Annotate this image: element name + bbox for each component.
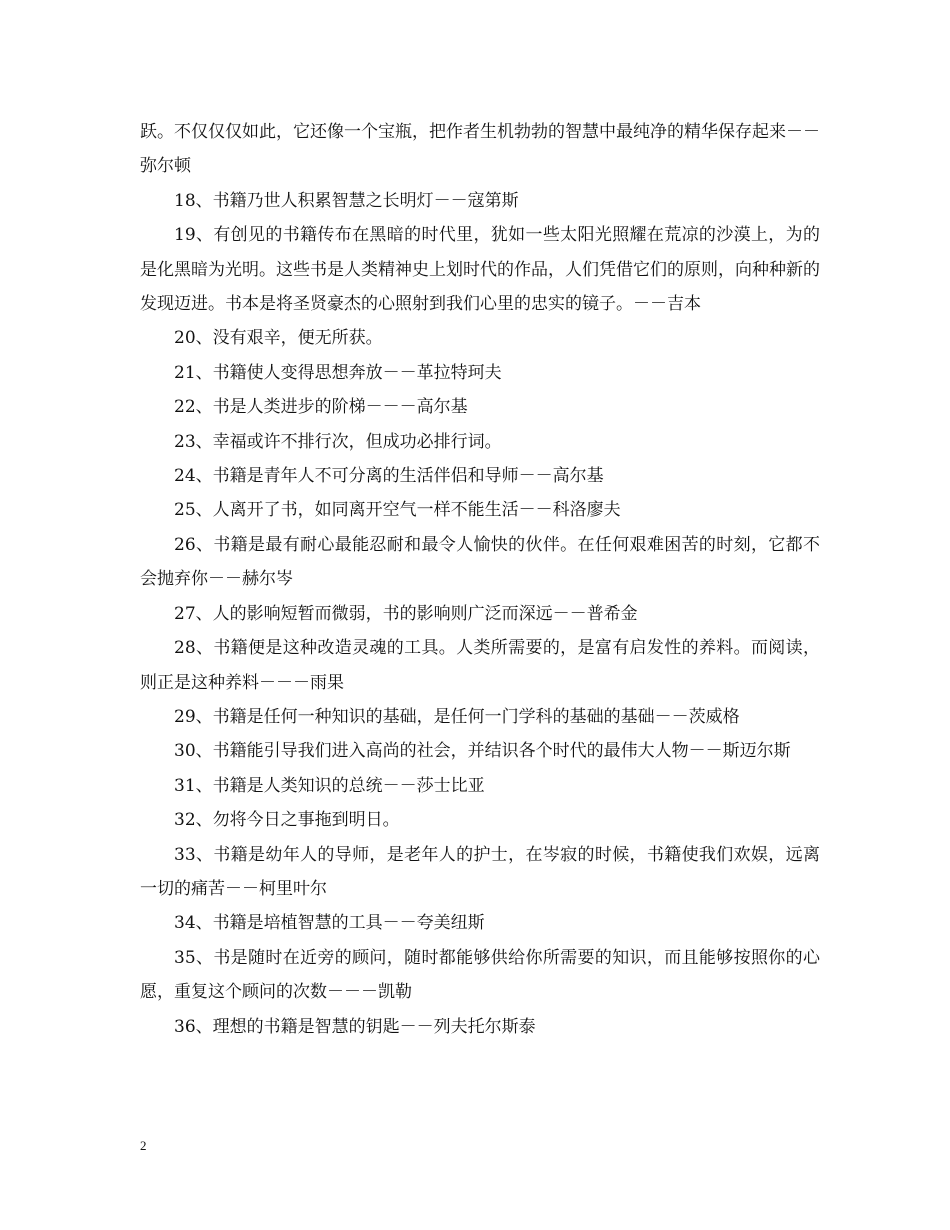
paragraph: 19、有创见的书籍传布在黑暗的时代里，犹如一些太阳光照耀在荒凉的沙漠上，为的是化黑暗为光明。这些书是人类精神史上划时代的作品，人们凭借它们的原则，向种种新的发现迈进。书本是将圣贤豪杰的心照射到我们心里的忠实的镜子。－－吉本 [140,225,820,315]
paragraph: 23、幸福或许不排行次，但成功必排行词。 [174,431,502,452]
paragraph: 35、书是随时在近旁的顾问，随时都能够供给你所需要的知识，而且能够按照你的心愿，重复这个顾问的次数－－－凯勒 [140,947,820,1003]
paragraph: 36、理想的书籍是智慧的钥匙－－列夫托尔斯泰 [174,1016,536,1037]
paragraph: 22、书是人类进步的阶梯－－－高尔基 [174,397,468,418]
paragraph: 34、书籍是培植智慧的工具－－夸美纽斯 [174,913,485,934]
document-body [140,115,820,1044]
paragraph: 28、书籍便是这种改造灵魂的工具。人类所需要的，是富有启发性的养料。而阅读，则正是这种养料－－－雨果 [140,638,820,693]
paragraph: 21、书籍使人变得思想奔放－－革拉特珂夫 [174,362,502,383]
page-number: 2 [140,1138,147,1153]
paragraph: 24、书籍是青年人不可分离的生活伴侣和导师－－高尔基 [174,466,604,487]
paragraph: 20、没有艰辛，便无所获。 [174,328,383,349]
paragraph: 32、勿将今日之事拖到明日。 [174,810,400,831]
paragraph: 26、书籍是最有耐心最能忍耐和最令人愉快的伙伴。在任何艰难困苦的时刻，它都不会抛弃你－－赫尔岑 [140,534,820,590]
paragraph: 30、书籍能引导我们进入高尚的社会，并结识各个时代的最伟大人物－－斯迈尔斯 [174,741,791,762]
paragraph: 27、人的影响短暂而微弱，书的影响则广泛而深远－－普希金 [174,603,638,624]
paragraph: 33、书籍是幼年人的导师，是老年人的护士，在岑寂的时候，书籍使我们欢娱，远离一切的痛苦－－柯里叶尔 [140,844,820,899]
paragraph: 18、书籍乃世人积累智慧之长明灯－－寇第斯 [174,190,519,211]
paragraph: 跃。不仅仅仅如此，它还像一个宝瓶，把作者生机勃勃的智慧中最纯净的精华保存起来－－弥尔顿 [140,122,820,177]
paragraph: 31、书籍是人类知识的总统－－莎士比亚 [174,775,485,796]
paragraph: 29、书籍是任何一种知识的基础，是任何一门学科的基础的基础－－茨威格 [174,706,740,727]
paragraph: 25、人离开了书，如同离开空气一样不能生活－－科洛廖夫 [174,500,621,521]
